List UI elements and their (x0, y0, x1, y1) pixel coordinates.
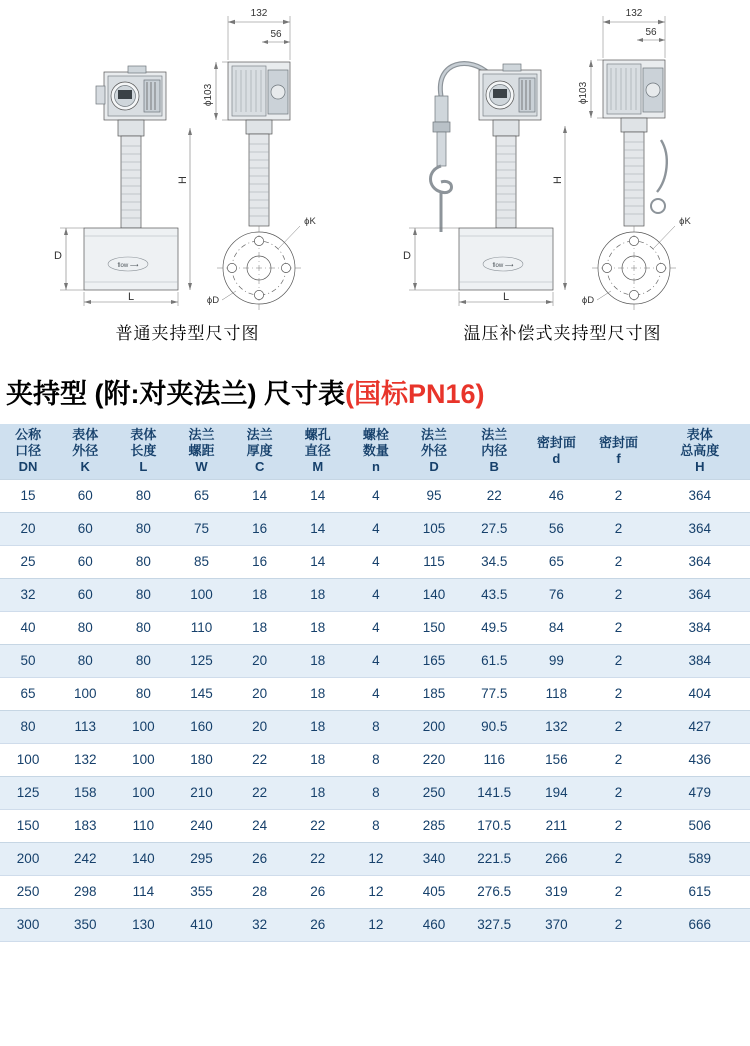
col-header-seal-d-symbol: d (552, 450, 561, 466)
header-row (0, 424, 750, 479)
table-cell: 125 (172, 644, 230, 677)
table-cell: 80 (114, 479, 172, 512)
col-header-b-line2: 内径 (481, 442, 508, 458)
table-cell: 364 (650, 578, 750, 611)
col-header-k (56, 424, 114, 479)
table-cell: 170.5 (463, 809, 525, 842)
table-cell: 2 (587, 842, 649, 875)
table-cell: 355 (172, 875, 230, 908)
table-cell: 8 (347, 743, 405, 776)
table-row (0, 545, 750, 578)
table-cell: 200 (405, 710, 463, 743)
table-cell: 14 (289, 545, 347, 578)
table-cell: 2 (587, 479, 649, 512)
table-cell: 350 (56, 908, 114, 941)
table-cell: 100 (114, 776, 172, 809)
table-cell: 26 (289, 875, 347, 908)
table-cell: 14 (289, 479, 347, 512)
table-cell: 364 (650, 512, 750, 545)
col-header-m-line2: 直径 (304, 442, 331, 458)
table-cell: 12 (347, 875, 405, 908)
table-cell: 250 (405, 776, 463, 809)
col-header-l (114, 424, 172, 479)
col-header-n-line1: 螺栓 (362, 427, 389, 442)
table-cell: 285 (405, 809, 463, 842)
table-cell: 150 (405, 611, 463, 644)
table-cell: 211 (525, 809, 587, 842)
table-row (0, 908, 750, 941)
table-row (0, 512, 750, 545)
col-header-b-line1: 法兰 (481, 427, 508, 442)
table-cell: 4 (347, 644, 405, 677)
table-cell: 240 (172, 809, 230, 842)
table-cell: 65 (0, 677, 56, 710)
table-cell: 2 (587, 908, 649, 941)
table-cell: 43.5 (463, 578, 525, 611)
table-cell: 2 (587, 611, 649, 644)
table-cell: 183 (56, 809, 114, 842)
table-cell: 4 (347, 545, 405, 578)
drawing-right-svg (375, 0, 750, 360)
table-cell: 46 (525, 479, 587, 512)
col-header-w-line1: 法兰 (188, 427, 215, 442)
svg-text:flow ⟶: flow ⟶ (492, 263, 514, 269)
table-cell: 295 (172, 842, 230, 875)
table-cell: 16 (231, 512, 289, 545)
table-cell: 460 (405, 908, 463, 941)
col-header-seal-f (587, 424, 649, 479)
title-standard: (国标PN16) (344, 379, 485, 409)
col-header-d-outer-line1: 法兰 (421, 427, 448, 442)
table-cell: 49.5 (463, 611, 525, 644)
table-cell: 100 (172, 578, 230, 611)
table-cell: 242 (56, 842, 114, 875)
col-header-m (289, 424, 347, 479)
drawing-left-caption: 普通夹持型尺寸图 (115, 324, 260, 343)
table-cell: 100 (114, 743, 172, 776)
table-cell: 266 (525, 842, 587, 875)
table-cell: 114 (114, 875, 172, 908)
col-header-b (463, 424, 525, 479)
table-cell: 100 (56, 677, 114, 710)
col-header-h-line2: 总高度 (680, 442, 720, 458)
table-cell: 8 (347, 776, 405, 809)
col-header-dn-symbol: DN (18, 458, 38, 474)
table-cell: 140 (405, 578, 463, 611)
dim-body-l-left: L (127, 291, 135, 303)
table-cell: 141.5 (463, 776, 525, 809)
table-cell: 60 (56, 479, 114, 512)
table-cell: 125 (0, 776, 56, 809)
table-cell: 404 (650, 677, 750, 710)
table-cell: 77.5 (463, 677, 525, 710)
table-cell: 479 (650, 776, 750, 809)
col-header-n (347, 424, 405, 479)
table-row (0, 611, 750, 644)
table-row (0, 776, 750, 809)
table-cell: 2 (587, 743, 649, 776)
table-cell: 18 (289, 578, 347, 611)
table-cell: 118 (525, 677, 587, 710)
dim-flange-od-left: ϕD (206, 295, 220, 306)
table-cell: 384 (650, 644, 750, 677)
table-cell: 276.5 (463, 875, 525, 908)
col-header-d-outer-symbol: D (429, 458, 439, 474)
table-cell: 60 (56, 512, 114, 545)
col-header-seal-d (525, 424, 587, 479)
dim-top-width-right: 132 (625, 8, 643, 19)
col-header-dn (0, 424, 56, 479)
table-cell: 80 (114, 644, 172, 677)
col-header-d-outer-line2: 外径 (421, 442, 448, 458)
dim-bolt-circle-right: ϕK (679, 216, 691, 227)
table-cell: 80 (56, 611, 114, 644)
table-cell: 115 (405, 545, 463, 578)
table-cell: 210 (172, 776, 230, 809)
col-header-k-line2: 外径 (72, 442, 99, 458)
table-cell: 22 (231, 743, 289, 776)
svg-text:flow ⟶: flow ⟶ (117, 263, 139, 269)
col-header-l-line2: 长度 (130, 442, 157, 458)
table-cell: 15 (0, 479, 56, 512)
table-cell: 436 (650, 743, 750, 776)
col-header-w-line2: 螺距 (188, 442, 215, 458)
table-cell: 327.5 (463, 908, 525, 941)
table-cell: 18 (231, 578, 289, 611)
table-cell: 20 (231, 710, 289, 743)
table-cell: 110 (114, 809, 172, 842)
table-cell: 95 (405, 479, 463, 512)
table-cell: 34.5 (463, 545, 525, 578)
col-header-seal-f-line2: 密封面 (599, 434, 639, 450)
dim-diameter-right: ϕ103 (578, 81, 589, 105)
table-cell: 61.5 (463, 644, 525, 677)
table-cell: 110 (172, 611, 230, 644)
table-cell: 194 (525, 776, 587, 809)
table-cell: 18 (289, 644, 347, 677)
col-header-c-line2: 厚度 (246, 442, 273, 458)
dim-body-d-left: D (54, 250, 62, 262)
dim-flange-od-right: ϕD (581, 295, 595, 306)
table-cell: 666 (650, 908, 750, 941)
spec-table-body (0, 479, 750, 941)
table-row (0, 809, 750, 842)
table-row (0, 710, 750, 743)
table-cell: 2 (587, 875, 649, 908)
table-cell: 506 (650, 809, 750, 842)
table-cell: 20 (231, 677, 289, 710)
table-cell: 384 (650, 611, 750, 644)
table-cell: 22 (463, 479, 525, 512)
table-row (0, 644, 750, 677)
table-cell: 85 (172, 545, 230, 578)
table-cell: 250 (0, 875, 56, 908)
table-cell: 2 (587, 578, 649, 611)
table-cell: 405 (405, 875, 463, 908)
table-cell: 60 (56, 545, 114, 578)
table-cell: 156 (525, 743, 587, 776)
table-cell: 319 (525, 875, 587, 908)
table-cell: 180 (172, 743, 230, 776)
table-cell: 84 (525, 611, 587, 644)
table-cell: 80 (114, 611, 172, 644)
dim-top-width-left: 132 (250, 8, 268, 19)
table-cell: 80 (56, 644, 114, 677)
table-cell: 150 (0, 809, 56, 842)
table-cell: 410 (172, 908, 230, 941)
col-header-c-line1: 法兰 (246, 427, 273, 442)
dim-body-d-right: D (403, 250, 411, 262)
table-cell: 2 (587, 644, 649, 677)
table-cell: 200 (0, 842, 56, 875)
drawings-section (0, 0, 750, 360)
table-cell: 65 (525, 545, 587, 578)
title-main: 夹持型 (附:对夹法兰) 尺寸表 (6, 379, 345, 409)
drawing-left-svg (0, 0, 375, 360)
col-header-dn-line2: 口径 (15, 442, 42, 458)
col-header-c-symbol: C (254, 458, 265, 474)
table-cell: 99 (525, 644, 587, 677)
table-cell: 60 (56, 578, 114, 611)
table-cell: 56 (525, 512, 587, 545)
table-row (0, 743, 750, 776)
table-cell: 65 (172, 479, 230, 512)
table-cell: 145 (172, 677, 230, 710)
table-cell: 27.5 (463, 512, 525, 545)
table-cell: 615 (650, 875, 750, 908)
table-cell: 160 (172, 710, 230, 743)
table-cell: 132 (56, 743, 114, 776)
spec-table-wrap (0, 424, 750, 942)
table-cell: 4 (347, 611, 405, 644)
table-cell: 2 (587, 809, 649, 842)
table-cell: 300 (0, 908, 56, 941)
table-cell: 80 (114, 677, 172, 710)
table-cell: 16 (231, 545, 289, 578)
table-cell: 32 (0, 578, 56, 611)
col-header-w-symbol: W (195, 458, 208, 474)
table-cell: 2 (587, 512, 649, 545)
col-header-w (172, 424, 230, 479)
col-header-n-line2: 数量 (362, 442, 389, 458)
dim-height-right: H (552, 176, 564, 184)
table-cell: 113 (56, 710, 114, 743)
table-cell: 589 (650, 842, 750, 875)
drawing-ordinary-wafer-type (0, 0, 375, 360)
dim-bolt-circle-left: ϕK (304, 216, 316, 227)
table-cell: 12 (347, 842, 405, 875)
table-cell: 20 (0, 512, 56, 545)
table-cell: 132 (525, 710, 587, 743)
table-cell: 298 (56, 875, 114, 908)
table-cell: 8 (347, 809, 405, 842)
table-cell: 364 (650, 545, 750, 578)
table-cell: 427 (650, 710, 750, 743)
table-cell: 26 (231, 842, 289, 875)
table-cell: 2 (587, 776, 649, 809)
drawing-temp-pressure-compensated-wafer-type (375, 0, 750, 360)
table-cell: 165 (405, 644, 463, 677)
table-cell: 26 (289, 908, 347, 941)
table-cell: 80 (0, 710, 56, 743)
dim-body-l-right: L (502, 291, 510, 303)
col-header-h-line1: 表体 (686, 427, 713, 442)
drawing-right-caption: 温压补偿式夹持型尺寸图 (463, 324, 662, 343)
col-header-h (650, 424, 750, 479)
col-header-m-symbol: M (312, 458, 324, 474)
col-header-l-line1: 表体 (130, 427, 157, 442)
col-header-m-line1: 螺孔 (304, 427, 331, 442)
table-cell: 25 (0, 545, 56, 578)
table-cell: 158 (56, 776, 114, 809)
table-cell: 4 (347, 479, 405, 512)
dim-height-left: H (177, 176, 189, 184)
table-cell: 140 (114, 842, 172, 875)
table-cell: 340 (405, 842, 463, 875)
spec-table (0, 424, 750, 942)
col-header-seal-d-line2: 密封面 (536, 434, 576, 450)
table-cell: 105 (405, 512, 463, 545)
table-cell: 2 (587, 677, 649, 710)
table-cell: 18 (289, 743, 347, 776)
col-header-seal-f-symbol: f (616, 450, 621, 466)
table-row (0, 842, 750, 875)
col-header-h-symbol: H (695, 458, 705, 474)
dim-top-width2-left: 56 (270, 29, 282, 40)
table-cell: 370 (525, 908, 587, 941)
table-cell: 80 (114, 578, 172, 611)
spec-table-title (0, 372, 750, 411)
table-cell: 4 (347, 512, 405, 545)
col-header-b-symbol: B (489, 458, 499, 474)
table-cell: 28 (231, 875, 289, 908)
table-cell: 14 (231, 479, 289, 512)
table-cell: 80 (114, 512, 172, 545)
table-cell: 40 (0, 611, 56, 644)
table-cell: 75 (172, 512, 230, 545)
table-cell: 100 (114, 710, 172, 743)
table-cell: 221.5 (463, 842, 525, 875)
table-cell: 364 (650, 479, 750, 512)
spec-table-head (0, 424, 750, 479)
dim-top-width2-right: 56 (645, 27, 657, 38)
table-cell: 18 (289, 611, 347, 644)
col-header-dn-line1: 公称 (15, 427, 42, 442)
table-cell: 185 (405, 677, 463, 710)
table-cell: 32 (231, 908, 289, 941)
table-row (0, 578, 750, 611)
table-cell: 100 (0, 743, 56, 776)
table-row (0, 479, 750, 512)
table-cell: 22 (231, 776, 289, 809)
table-cell: 20 (231, 644, 289, 677)
table-cell: 76 (525, 578, 587, 611)
col-header-k-line1: 表体 (72, 427, 99, 442)
table-cell: 8 (347, 710, 405, 743)
col-header-l-symbol: L (139, 458, 148, 474)
col-header-n-symbol: n (371, 458, 380, 474)
table-cell: 130 (114, 908, 172, 941)
table-cell: 50 (0, 644, 56, 677)
table-cell: 18 (289, 776, 347, 809)
table-cell: 18 (231, 611, 289, 644)
table-cell: 80 (114, 545, 172, 578)
table-cell: 22 (289, 809, 347, 842)
table-cell: 220 (405, 743, 463, 776)
table-cell: 2 (587, 545, 649, 578)
col-header-k-symbol: K (80, 458, 90, 474)
table-row (0, 677, 750, 710)
table-cell: 14 (289, 512, 347, 545)
table-cell: 4 (347, 578, 405, 611)
table-cell: 90.5 (463, 710, 525, 743)
col-header-d-outer (405, 424, 463, 479)
table-cell: 12 (347, 908, 405, 941)
table-cell: 22 (289, 842, 347, 875)
table-cell: 116 (463, 743, 525, 776)
col-header-c (231, 424, 289, 479)
table-row (0, 875, 750, 908)
table-cell: 24 (231, 809, 289, 842)
dim-diameter-left: ϕ103 (203, 83, 214, 107)
table-cell: 18 (289, 677, 347, 710)
table-cell: 18 (289, 710, 347, 743)
table-cell: 2 (587, 710, 649, 743)
table-cell: 4 (347, 677, 405, 710)
